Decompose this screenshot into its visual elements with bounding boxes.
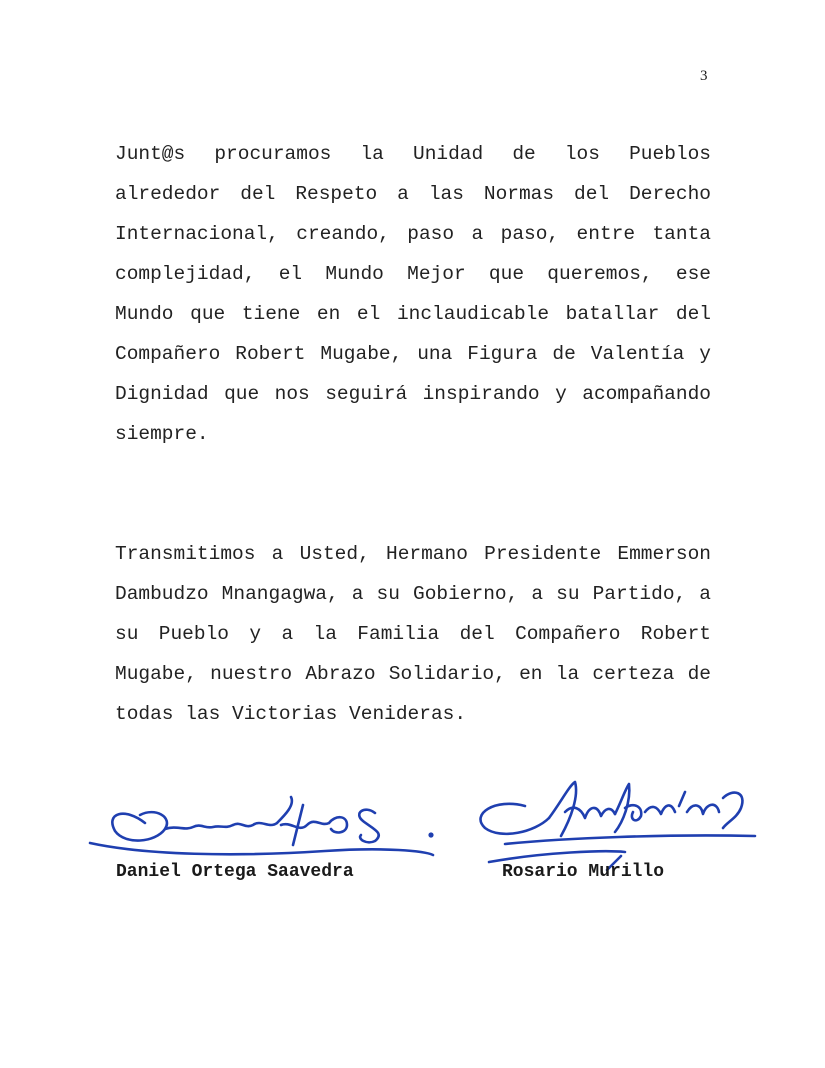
paragraph-2: Transmitimos a Usted, Hermano Presidente Emmerson Dambudzo Mnangagwa, a su Gobierno, a su Partido, a su Pueblo y a la Familia del Compañero Robert Mugabe, nuestro Abrazo Solidario, en la certeza de todas las Victorias Venideras. [115,543,711,725]
signer-name-rosario-murillo: Rosario Murillo [502,862,665,882]
signature-rosario-murillo [465,762,765,872]
signature-daniel-ortega [85,785,450,865]
signer-name-daniel-ortega: Daniel Ortega Saavedra [116,862,354,882]
paragraph-1: Junt@s procuramos la Unidad de los Pueblos alrededor del Respeto a las Normas del Derecho Internacional, creando, paso a paso, entre tanta complejidad, el Mundo Mejor que queremos, ese Mundo que tiene en el inclaudicable batallar del Compañero Robert Mugabe, una Figura de Valentía y Dignidad que nos seguirá inspirando y acompañando siempre. [115,143,711,445]
page-number: 3 [700,68,708,84]
